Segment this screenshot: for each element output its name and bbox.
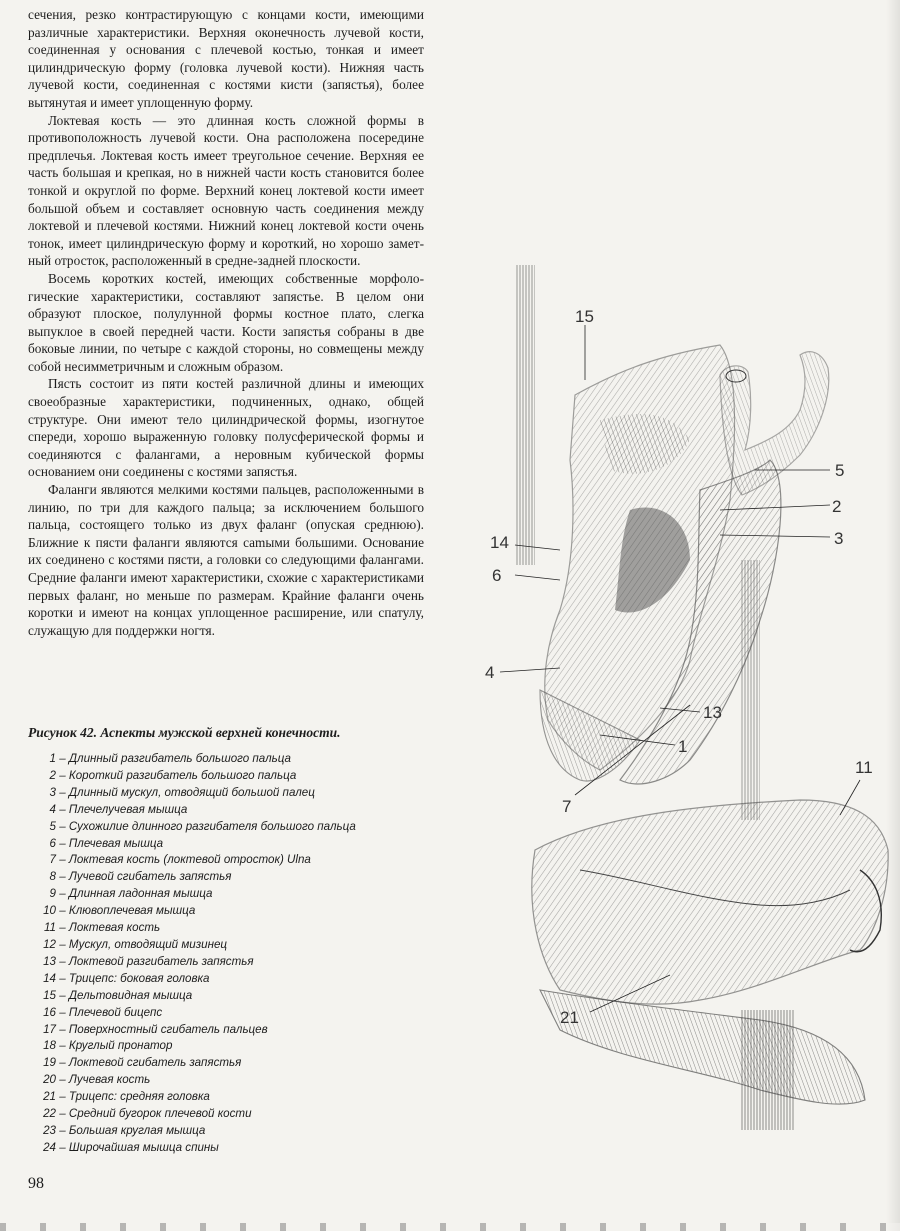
figure-label: 14 bbox=[490, 533, 509, 552]
arm-drawing bbox=[470, 255, 900, 1175]
figure-label: 6 bbox=[492, 566, 502, 585]
figure-label: 4 bbox=[485, 663, 495, 682]
legend-item: 16 – Плечевой бицепс bbox=[43, 1005, 163, 1019]
legend-item: 11 – Локтевая кость bbox=[43, 921, 161, 935]
legend-item: 10 – Клювоплечевая мышца bbox=[43, 904, 196, 918]
legend-item: 12 – Мускул, отводящий мизинец bbox=[43, 937, 228, 951]
legend-item: 24 – Широчайшая мышца спины bbox=[43, 1140, 219, 1154]
legend-item: 19 – Локтевой сгибатель запястья bbox=[43, 1056, 242, 1070]
figure-caption: Рисунок 42. Аспекты мужской верхней конечности. bbox=[28, 725, 341, 740]
legend-item: 5 – Сухожилие длинного разгибателя большого пальца bbox=[49, 819, 356, 833]
legend-item: 23 – Большая круглая мышца bbox=[43, 1123, 206, 1137]
figure-label: 13 bbox=[703, 703, 722, 722]
body-text bbox=[28, 6, 424, 639]
legend-item: 7 – Локтевая кость (локтевой отросток) Ulna bbox=[49, 853, 311, 867]
legend-item: 14 – Трицепс: боковая головка bbox=[43, 971, 210, 985]
figure-label: 3 bbox=[834, 529, 844, 548]
legend-item: 2 – Короткий разгибатель большого пальца bbox=[49, 768, 297, 782]
paragraph: Локтевая кость — это длинная кость сложной формы в противоположность лучевой кости. Она расположена посередине предплечья. Локтевая кость имеет треугольное сечение. Верхняя ее часть большая и крепкая, но в нижней части кость становится более тонкой и округлой по форме. Верхний конец локтевой кости имеет большой объем и составляет основную часть соединения между локтевой и плечевой костями. Нижний конец локтевой кости очень тонок, имеет цилиндрическую форму и короткий, но хорошо заметный отросток, расположенный в средне-задней плоскости. bbox=[28, 112, 424, 269]
legend-item: 1 – Длинный разгибатель большого пальца bbox=[49, 752, 291, 765]
paragraph: Пясть состоит из пяти костей различной длины и имеющих своеобразные характеристики, подчиненных, однако, общей структуре. Они имеют тело цилиндрической формы, изогнутое спереди, хорошо выраженную головку полусферической формы и соединяются с фалангами, а неровным кубической формы основанием они соединены с костями запястья. bbox=[28, 376, 424, 480]
figure-label: 1 bbox=[678, 737, 688, 756]
figure-label: 15 bbox=[575, 307, 594, 326]
legend-item: 3 – Длинный мускул, отводящий большой палец bbox=[49, 785, 315, 799]
paragraph: сечения, резко контрастирующую с концами кости, имеющими различные характеристики. Верхняя оконечность лучевой кости, соединенная у основания с плечевой костью, тонкая и имеет цилиндрическую форму (головка лучевой кости). Нижняя часть лучевой кости, соединенная с костями кисти (запястья), более вытянутая и имеет уплощенную форму. bbox=[28, 7, 424, 110]
paragraph: Фаланги являются мелкими костями пальцев, расположенными в линию, по три для каждого пальца; за исключением большого пальца, состоящего только из двух фаланг (опуская среднюю). Ближние к пясти фаланги являются саmыми большими. Основание их соединено с костями пясти, а головки со следующими фалангами. Средние фаланги имеют характеристики, схожие с характеристиками первых фаланг, но меньше по размерам. Крайние фаланги очень коротки и имеют на концах уплощенное расширение, или спатулу, служащую для поддержки ногтя. bbox=[28, 482, 424, 638]
legend-item: 9 – Длинная ладонная мышца bbox=[49, 887, 213, 901]
legend-item: 20 – Лучевая кость bbox=[43, 1073, 151, 1087]
figure-label: 5 bbox=[835, 461, 845, 480]
paragraph: Восемь коротких костей, имеющих собственные морфологические характеристики, составляют запястье. В целом они образуют плоское, полулунной формы костное плато, слегка выпуклое в своей передней части. Кости запястья собраны в две боковые линии, по четыре с каждой стороны, но совмещены между собой несимметричным и сложным образом. bbox=[28, 270, 424, 374]
figure-legend bbox=[28, 751, 448, 1157]
legend-item: 21 – Трицепс: средняя головка bbox=[43, 1090, 210, 1104]
legend-item: 8 – Лучевой сгибатель запястья bbox=[49, 870, 232, 884]
legend-item: 13 – Локтевой разгибатель запястья bbox=[43, 954, 254, 968]
legend-item: 15 – Дельтовидная мышца bbox=[43, 988, 193, 1002]
legend-item: 18 – Круглый пронатор bbox=[43, 1039, 173, 1053]
figure-label: 21 bbox=[560, 1008, 579, 1027]
legend-item: 22 – Средний бугорок плечевой кости bbox=[43, 1107, 252, 1121]
legend-item: 6 – Плечевая мышца bbox=[49, 836, 164, 850]
legend-item: 4 – Плечелучевая мышца bbox=[49, 802, 188, 816]
legend-item: 17 – Поверхностный сгибатель пальцев bbox=[43, 1022, 268, 1036]
scan-bottom-strip bbox=[0, 1223, 900, 1231]
page-edge-shadow bbox=[886, 0, 900, 1231]
figure-label: 2 bbox=[832, 497, 842, 516]
figure-label: 11 bbox=[855, 758, 873, 777]
figure-label: 7 bbox=[562, 797, 572, 816]
page-number: 98 bbox=[28, 1175, 44, 1192]
